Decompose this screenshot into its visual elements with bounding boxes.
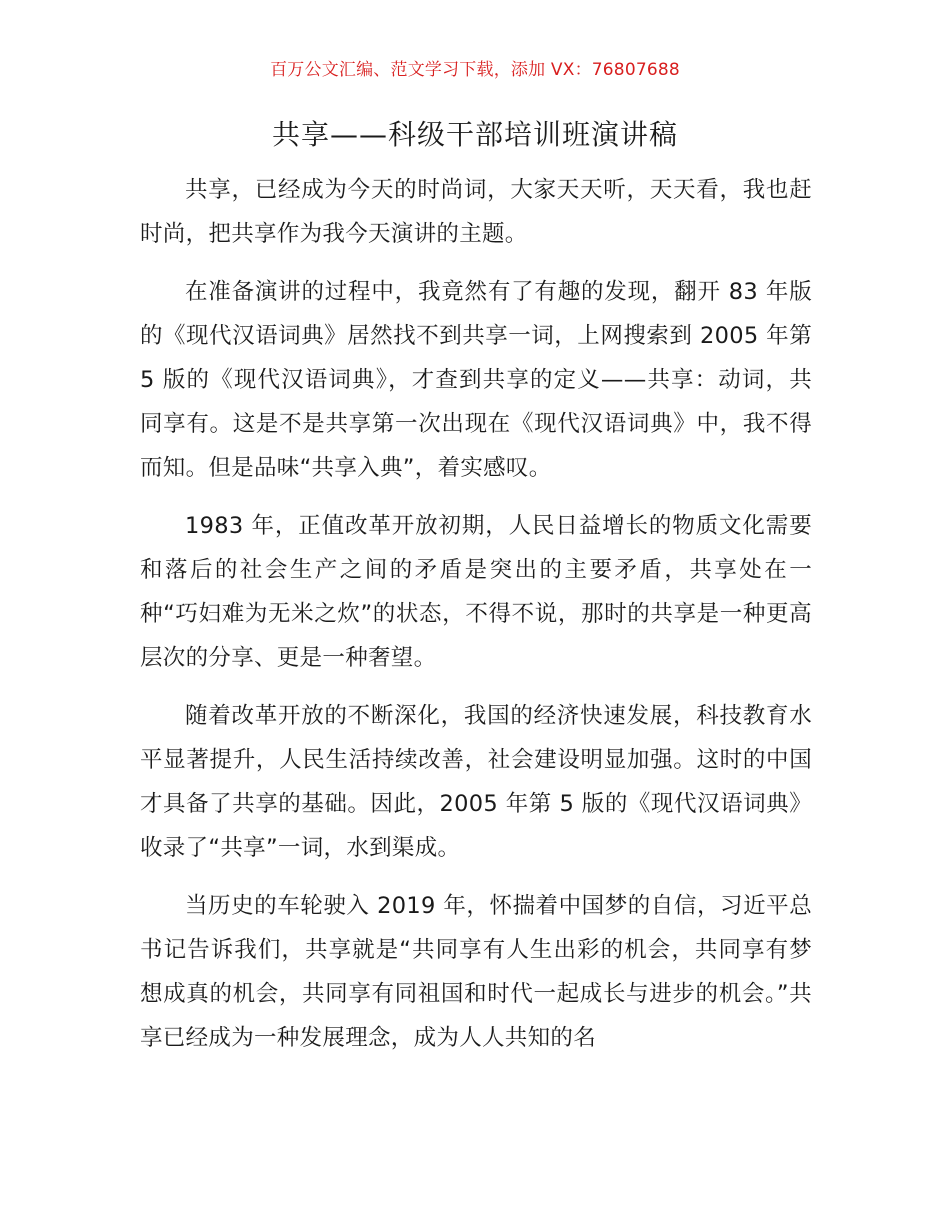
paragraph-3: 1983 年，正值改革开放初期，人民日益增长的物质文化需要和落后的社会生产之间的矛盾是突出的主要矛盾，共享处在一种“巧妇难为无米之炊”的状态，不得不说，那时的共享是一种更高层次的分享、更是一种奢望。 xyxy=(140,513,812,671)
paragraph-1: 共享，已经成为今天的时尚词，大家天天听，天天看，我也赶时尚，把共享作为我今天演讲的主题。 xyxy=(140,177,812,247)
paragraph-5: 当历史的车轮驶入 2019 年，怀揣着中国梦的自信，习近平总书记告诉我们，共享就是“共同享有人生出彩的机会，共同享有梦想成真的机会，共同享有同祖国和时代一起成长与进步的机会。”共享已经成为一种发展理念，成为人人共知的名 xyxy=(140,893,812,1051)
document-body xyxy=(140,168,812,1074)
header-watermark-note: 百万公文汇编、范文学习下载，添加 VX：76807688 xyxy=(270,60,680,80)
paragraph-2: 在准备演讲的过程中，我竟然有了有趣的发现，翻开 83 年版的《现代汉语词典》居然找不到共享一词，上网搜索到 2005 年第 5 版的《现代汉语词典》，才查到共享的定义——共享：动词，共同享有。这是不是共享第一次出现在《现代汉语词典》中，我不得而知。但是品味“共享入典”，着实感叹。 xyxy=(140,279,812,481)
document-title: 共享——科级干部培训班演讲稿 xyxy=(271,118,678,151)
paragraph-4: 随着改革开放的不断深化，我国的经济快速发展，科技教育水平显著提升，人民生活持续改善，社会建设明显加强。这时的中国才具备了共享的基础。因此，2005 年第 5 版的《现代汉语词典》收录了“共享”一词，水到渠成。 xyxy=(140,703,812,861)
